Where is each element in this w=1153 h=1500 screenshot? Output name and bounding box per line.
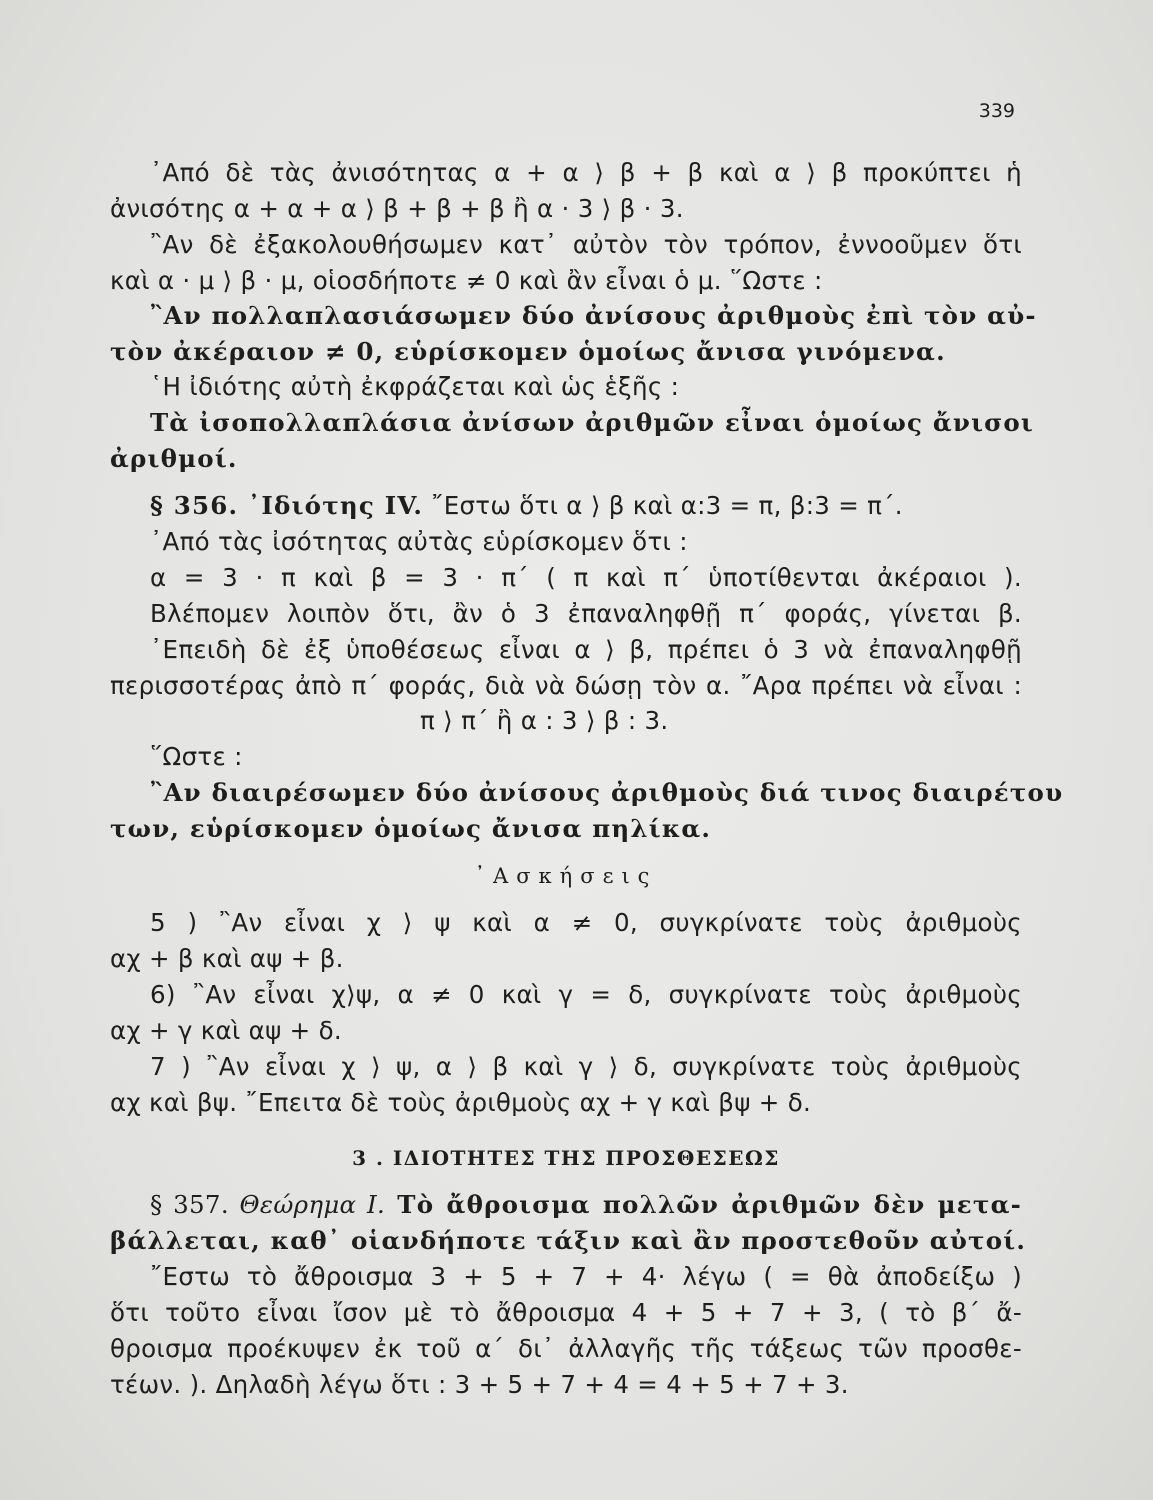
text-fragment: ῎Εστω ὅτι α ⟩ β καὶ α:3 = π, β:3 = π΄. [423, 491, 903, 520]
section-357-label: § 357. [150, 1190, 229, 1219]
section-heading: 3 . ΙΔΙΟΤΗΤΕΣ ΤΗΣ ΠΡΟΣΘΕΣΕΩΣ [352, 1146, 780, 1170]
text-line: Βλέπομεν λοιπὸν ὅτι, ἂν ὁ 3 ἐπαναληφθῇ π΄ φοράς, γίνεται β. [150, 599, 1022, 628]
exercise-line: αχ + γ καὶ αψ + δ. [110, 1016, 342, 1045]
text-line: τέων. ). Δηλαδὴ λέγω ὅτι : 3 + 5 + 7 + 4 = 4 + 5 + 7 + 3. [110, 1370, 849, 1399]
exercise-line: αχ + β καὶ αψ + β. [110, 944, 344, 973]
theorem-line: Τὰ ἰσοπολλαπλάσια ἀνίσων ἀριθμῶν εἶναι ὁμοίως ἄνισοι [150, 408, 1034, 437]
text-line: περισσοτέρας ἀπὸ π΄ φοράς, διὰ νὰ δώσῃ τὸν α. ῎Αρα πρέπει νὰ εἶναι : [110, 671, 1022, 700]
section-357-line [150, 1187, 1022, 1223]
text-line: ῎Εστω τὸ ἄθροισμα 3 + 5 + 7 + 4· λέγω ( = θὰ ἀποδείξω ) [150, 1262, 1022, 1291]
text-line: ῾Η ἰδιότης αὐτὴ ἐκφράζεται καὶ ὡς ἑξῆς : [150, 372, 680, 401]
exercise-line: 7 ) ῍Αν εἶναι χ ⟩ ψ, α ⟩ β καὶ γ ⟩ δ, συγκρίνατε τοὺς ἀριθμοὺς [150, 1052, 1022, 1081]
exercises-heading: ᾿Ασκήσεις [474, 864, 658, 888]
theorem-line: ἀριθμοί. [110, 444, 238, 473]
text-line: ᾿Από τὰς ἰσότητας αὐτὰς εὑρίσκομεν ὅτι : [150, 527, 688, 556]
theorem-line: τὸν ἀκέραιον ≠ 0, εὑρίσκομεν ὁμοίως ἄνισα γινόμενα. [110, 337, 946, 366]
text-line: ᾿Από δὲ τὰς ἀνισότητας α + α ⟩ β + β καὶ α ⟩ β προκύπτει ἡ [150, 158, 1022, 187]
text-line: ᾿Επειδὴ δὲ ἐξ ὑποθέσεως εἶναι α ⟩ β, πρέπει ὁ 3 νὰ ἐπαναληφθῇ [150, 635, 1022, 664]
theorem-line: των, εὑρίσκομεν ὁμοίως ἄνισα πηλίκα. [110, 814, 712, 843]
text-line: ὅτι τοῦτο εἶναι ἴσον μὲ τὸ ἄθροισμα 4 + 5 + 7 + 3, ( τὸ β΄ ἄ- [110, 1298, 1022, 1327]
exercise-line: 5 ) ῍Αν εἶναι χ ⟩ ψ καὶ α ≠ 0, συγκρίνατε τοὺς ἀριθμοὺς [150, 908, 1022, 937]
theorem-line: ῍Αν διαιρέσωμεν δύο ἀνίσους ἀριθμοὺς διά τινος διαιρέτου [150, 778, 1064, 807]
text-line: ἀνισότης α + α + α ⟩ β + β + β ἢ α · 3 ⟩ β · 3. [110, 194, 684, 223]
theorem-text: Τὸ ἄθροισμα πολλῶν ἀριθμῶν δὲν μετα- [385, 1190, 1022, 1219]
equation-line: α = 3 · π καὶ β = 3 · π΄ ( π καὶ π΄ ὑποτίθενται ἀκέραιοι ). [150, 563, 1022, 592]
equation-line: π ⟩ π΄ ἢ α : 3 ⟩ β : 3. [420, 706, 669, 735]
text-line: καὶ α · μ ⟩ β · μ, οἱοσδήποτε ≠ 0 καὶ ἂν εἶναι ὁ μ. ῞Ωστε : [110, 266, 823, 295]
section-356-line [150, 488, 1022, 524]
text-line: θροισμα προέκυψεν ἐκ τοῦ α΄ δι᾿ ἀλλαγῆς τῆς τάξεως τῶν προσθε- [110, 1334, 1022, 1363]
text-line: ῍Αν δὲ ἐξακολουθήσωμεν κατ᾿ αὐτὸν τὸν τρόπον, ἐννοοῦμεν ὅτι [150, 230, 1022, 259]
theorem-line: βάλλεται, καθ᾿ οἱανδήποτε τάξιν καὶ ἂν προστεθοῦν αὐτοί. [110, 1226, 1027, 1255]
section-356-label: § 356. ᾿Ιδιότης IV. [150, 491, 424, 520]
theorem-label: Θεώρημα Ι. [228, 1190, 386, 1219]
page-number: 339 [978, 100, 1015, 122]
text-line: ῞Ωστε : [150, 742, 243, 771]
theorem-line: ῍Αν πολλαπλασιάσωμεν δύο ἀνίσους ἀριθμοὺς ἐπὶ τὸν αὐ- [150, 301, 1037, 330]
exercise-line: αχ καὶ βψ. ῎Επειτα δὲ τοὺς ἀριθμοὺς αχ + γ καὶ βψ + δ. [110, 1088, 812, 1117]
exercise-line: 6) ῍Αν εἶναι χ⟩ψ, α ≠ 0 καὶ γ = δ, συγκρίνατε τοὺς ἀριθμοὺς [150, 980, 1022, 1009]
